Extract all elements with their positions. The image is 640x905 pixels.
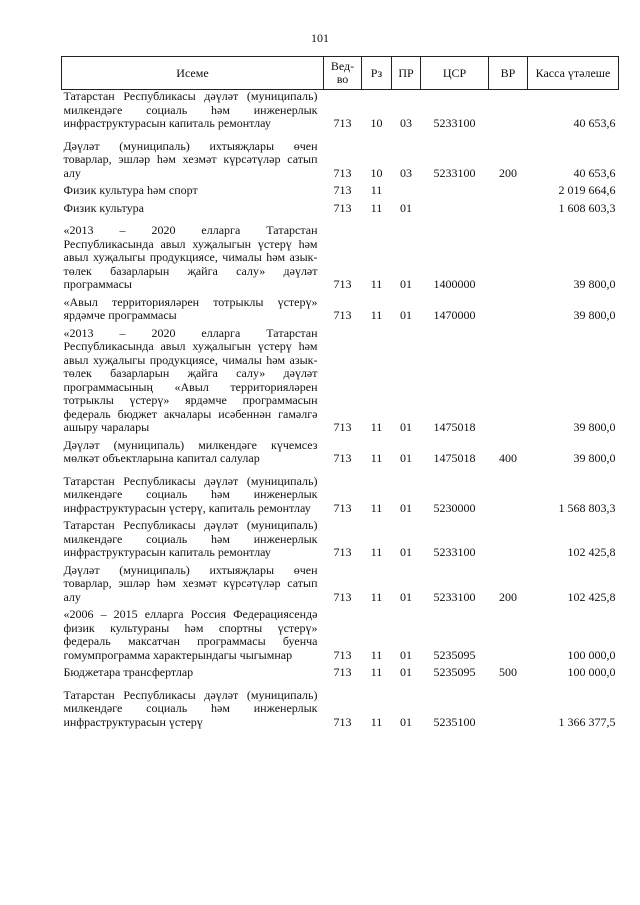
- cell-vr: 400: [499, 451, 517, 465]
- cell-vedo: 713: [333, 500, 352, 515]
- cell-vedo: 713: [333, 200, 352, 215]
- cell-csr: 1470000: [433, 308, 476, 322]
- cell-amount: 40 653,6: [573, 165, 616, 180]
- cell-vr: [489, 519, 528, 564]
- table-row: [62, 327, 619, 439]
- cell-rz: 11: [370, 647, 383, 662]
- cell-vedo: 713: [333, 665, 352, 679]
- cell-rz: 11: [370, 665, 383, 679]
- cell-rz: 11: [370, 200, 383, 215]
- cell-vr: 200: [499, 589, 517, 604]
- cell-pr: [392, 184, 421, 202]
- cell-vedo: 713: [333, 545, 352, 559]
- cell-name: «2006 – 2015 елларга Россия Федерациясендә физик культураны һәм спортны үстерү» федераль максатчан программасы буенча гомумпрограмма характерындагы чыгымнар: [63, 607, 318, 662]
- cell-name: Дәүләт (муниципаль) ихтыяҗлары өчен товарлар, эшләр һәм хезмәт күрсәтүләр сатып алу: [63, 138, 318, 180]
- cell-pr: 03: [400, 165, 412, 180]
- cell-amount: 40 653,6: [573, 116, 616, 130]
- cell-csr: 5233100: [433, 545, 476, 559]
- cell-vedo: 713: [333, 451, 352, 465]
- header-name: Исеме: [62, 57, 324, 90]
- cell-csr: 5233100: [433, 165, 476, 180]
- table-row: [62, 184, 619, 202]
- cell-amount: 102 425,8: [567, 589, 616, 604]
- cell-vr: [489, 90, 528, 135]
- cell-csr: 5230000: [433, 500, 476, 515]
- cell-name: Дәүләт (муниципаль) милкендәге күчемсез мөлкәт объектларына капитал салулар: [63, 437, 318, 465]
- header-rz: Рз: [362, 57, 392, 90]
- header-vr: ВР: [489, 57, 528, 90]
- cell-vedo: 713: [333, 647, 352, 662]
- cell-csr: 5235095: [433, 665, 476, 679]
- cell-pr: 01: [400, 647, 412, 662]
- cell-name: «Авыл территорияләрен тотрыклы үстерү» ярдәмче программасы: [63, 294, 318, 322]
- table-row: [62, 519, 619, 564]
- cell-rz: 11: [370, 277, 383, 291]
- header-vedo: Вед-во: [324, 57, 362, 90]
- table-row: [62, 219, 619, 296]
- cell-pr: 01: [400, 200, 412, 215]
- cell-vedo: 713: [333, 277, 352, 291]
- cell-pr: 01: [400, 500, 412, 515]
- cell-pr: 03: [400, 116, 412, 130]
- cell-pr: 01: [400, 277, 412, 291]
- cell-csr: 1475018: [433, 451, 476, 465]
- header-amount: Касса үтәлеше: [528, 57, 619, 90]
- cell-amount: 39 800,0: [573, 277, 616, 291]
- cell-pr: 01: [400, 714, 412, 729]
- cell-csr: 5233100: [433, 116, 476, 130]
- cell-csr: 5235095: [433, 647, 476, 662]
- table-row: [62, 608, 619, 666]
- cell-vedo: 713: [333, 183, 352, 197]
- cell-rz: 11: [370, 183, 383, 197]
- cell-name: «2013 – 2020 елларга Татарстан Республикасында авыл хуҗалыгын үстерү һәм авыл хуҗалыгы продукциясе, чималы һәм азык-төлек базарларын җайга салу» дәүләт программасы: [63, 223, 318, 291]
- cell-vr: [489, 202, 528, 220]
- page-number: 101: [311, 31, 329, 45]
- cell-vr: [489, 296, 528, 327]
- cell-name: Физик культура һәм спорт: [63, 183, 198, 197]
- cell-vr: [489, 608, 528, 666]
- cell-rz: 10: [370, 165, 383, 180]
- cell-rz: 11: [370, 589, 383, 604]
- cell-rz: 11: [370, 714, 383, 729]
- cell-pr: 01: [400, 308, 412, 322]
- cell-amount: 39 800,0: [573, 420, 616, 434]
- table-row: [62, 564, 619, 609]
- table-row: [62, 684, 619, 734]
- cell-name: Татарстан Республикасы дәүләт (муниципаль) милкендәге социаль һәм инженерлык инфраструктурасын капиталь ремонтлау: [63, 89, 318, 130]
- cell-rz: 11: [370, 308, 383, 322]
- table-row: [62, 202, 619, 220]
- budget-table: [61, 56, 619, 733]
- cell-name: Дәүләт (муниципаль) ихтыяҗлары өчен товарлар, эшләр һәм хезмәт күрсәтүләр сатып алу: [63, 562, 318, 604]
- cell-amount: 39 800,0: [573, 451, 616, 465]
- cell-vedo: 713: [333, 589, 352, 604]
- cell-amount: 1 608 603,3: [558, 200, 616, 215]
- cell-csr: [421, 184, 489, 202]
- cell-vr: 200: [499, 165, 517, 180]
- cell-pr: 01: [400, 589, 412, 604]
- cell-csr: 1475018: [433, 420, 476, 434]
- cell-amount: 100 000,0: [567, 647, 616, 662]
- cell-amount: 100 000,0: [567, 665, 616, 679]
- cell-name: Бюджетара трансфертлар: [63, 665, 194, 679]
- cell-csr: 5233100: [433, 589, 476, 604]
- cell-vr: [489, 327, 528, 439]
- cell-amount: 102 425,8: [567, 545, 616, 559]
- cell-csr: 5235100: [433, 714, 476, 729]
- cell-pr: 01: [400, 451, 412, 465]
- cell-name: Татарстан Республикасы дәүләт (муниципаль) милкендәге социаль һәм инженерлык инфраструктурасын үстерү: [63, 687, 318, 729]
- cell-vedo: 713: [333, 714, 352, 729]
- cell-pr: 01: [400, 545, 412, 559]
- cell-rz: 11: [370, 420, 383, 434]
- table-row: [62, 90, 619, 135]
- cell-vedo: 713: [333, 165, 352, 180]
- table-header-row: [62, 57, 619, 90]
- cell-pr: 01: [400, 665, 412, 679]
- header-csr: ЦСР: [421, 57, 489, 90]
- table-row: [62, 135, 619, 185]
- cell-rz: 11: [370, 451, 383, 465]
- cell-amount: 2 019 664,6: [558, 183, 616, 197]
- cell-name: «2013 – 2020 елларга Татарстан Республикасында авыл хуҗалыгын үстерү һәм авыл хуҗалыгы продукциясе, чималы һәм азык-төлек базарларын җайга салу» дәүләт программасының «Авыл территорияләрен тотрыклы үстерү» ярдәмче программасын федераль бюджет акчалары исәбеннән гамәлгә ашыру чаралары: [63, 325, 318, 434]
- cell-name: Татарстан Республикасы дәүләт (муниципаль) милкендәге социаль һәм инженерлык инфраструктурасын капиталь ремонтлау: [63, 518, 318, 559]
- header-pr: ПР: [392, 57, 421, 90]
- cell-name: Татарстан Республикасы дәүләт (муниципаль) милкендәге социаль һәм инженерлык инфраструктурасын үстерү, капиталь ремонтлау: [63, 473, 318, 515]
- cell-rz: 11: [370, 545, 383, 559]
- cell-csr: 1400000: [433, 277, 476, 291]
- table-row: [62, 439, 619, 470]
- cell-vr: [489, 219, 528, 296]
- cell-amount: 39 800,0: [573, 308, 616, 322]
- cell-csr: [421, 202, 489, 220]
- cell-vedo: 713: [333, 116, 352, 130]
- table-row: [62, 296, 619, 327]
- cell-vedo: 713: [333, 420, 352, 434]
- cell-vr: [489, 184, 528, 202]
- table-body: [62, 90, 619, 734]
- cell-name: Физик культура: [63, 200, 144, 215]
- cell-rz: 11: [370, 500, 383, 515]
- cell-vr: [489, 470, 528, 520]
- cell-pr: 01: [400, 420, 412, 434]
- cell-vr: [489, 684, 528, 734]
- cell-rz: 10: [370, 116, 383, 130]
- table-row: [62, 666, 619, 684]
- cell-vr: 500: [499, 665, 517, 679]
- table-row: [62, 470, 619, 520]
- cell-amount: 1 366 377,5: [558, 714, 616, 729]
- cell-amount: 1 568 803,3: [558, 500, 616, 515]
- cell-vedo: 713: [333, 308, 352, 322]
